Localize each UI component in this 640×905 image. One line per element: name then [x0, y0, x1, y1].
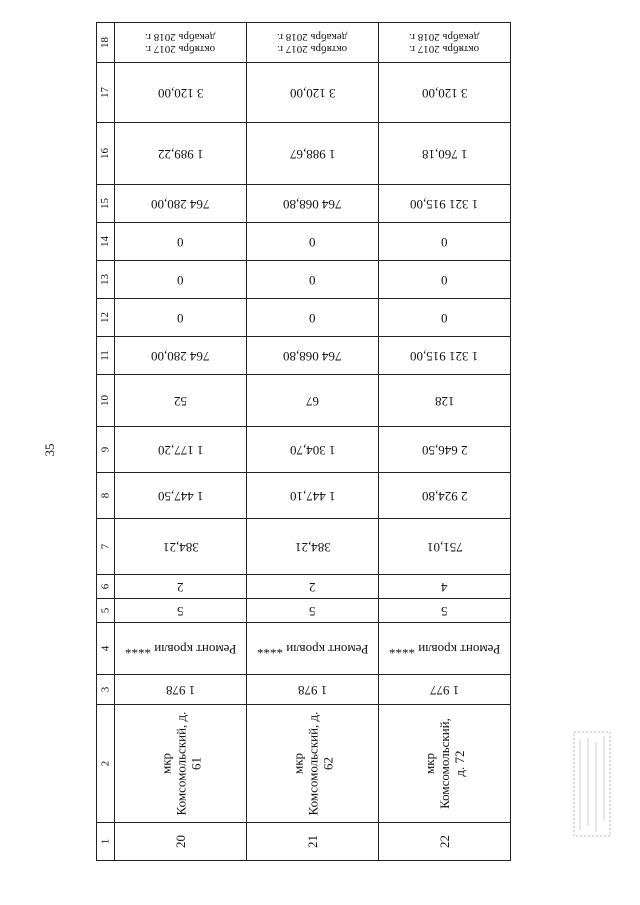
cell-content	[97, 641, 114, 656]
cell-content	[247, 539, 378, 555]
cell-content	[379, 393, 510, 409]
cell-content	[409, 31, 479, 55]
table-cell	[379, 375, 511, 427]
cell-text: 1 977	[429, 682, 460, 698]
cell-text: 5	[99, 607, 111, 614]
table-cell	[379, 823, 511, 861]
cell-text: 384,21	[162, 539, 199, 555]
cell-dates	[115, 23, 247, 63]
cell-content	[247, 310, 378, 326]
cell-content	[247, 146, 378, 162]
cell-content	[97, 146, 114, 161]
cell-text: декабрь 2018 г.	[277, 30, 348, 43]
table-cell	[379, 185, 511, 223]
table-cell	[247, 675, 379, 705]
table-cell	[379, 473, 511, 519]
cell-text: 1 978	[297, 682, 328, 698]
cell-text: 4	[441, 579, 448, 595]
table-cell	[115, 599, 247, 623]
table-row-col1	[97, 823, 511, 861]
cell-content	[247, 234, 378, 250]
cell-text: 11	[99, 350, 111, 361]
table-row-col8	[97, 473, 511, 519]
table-cell	[379, 705, 511, 823]
header-cell	[97, 823, 115, 861]
table-cell	[247, 123, 379, 185]
table-row-col17	[97, 63, 511, 123]
table-cell	[247, 299, 379, 337]
cell-content	[379, 682, 510, 698]
cell-content	[115, 146, 246, 162]
cell-content	[115, 234, 246, 250]
cell-content	[247, 711, 378, 816]
cell-text: 2	[309, 579, 316, 595]
cell-text: 14	[99, 236, 111, 247]
cell-text: 1 447,10	[289, 488, 336, 504]
header-cell	[97, 473, 115, 519]
cell-content	[379, 272, 510, 288]
cell-text: 3 120,00	[157, 85, 204, 101]
cell-content	[247, 31, 378, 55]
table-cell	[247, 337, 379, 375]
cell-content	[379, 718, 510, 809]
cell-text: 15	[99, 198, 111, 209]
cell-text: 8	[99, 492, 111, 499]
cell-text: 0	[177, 234, 184, 250]
cell-content	[379, 85, 510, 101]
header-cell	[97, 261, 115, 299]
cell-text: 0	[441, 310, 448, 326]
cell-content	[277, 31, 347, 55]
cell-text: октябрь 2017 г.	[409, 42, 480, 55]
cell-text: 5	[309, 603, 316, 619]
header-cell	[97, 623, 115, 675]
cell-text: 5	[441, 603, 448, 619]
cell-content	[115, 603, 246, 619]
cell-text: 1 321 915,00	[410, 196, 479, 212]
table-row-col18	[97, 23, 511, 63]
cell-text: 6	[99, 583, 111, 590]
cell-content	[247, 442, 378, 458]
table-cell	[247, 375, 379, 427]
cell-content	[247, 641, 378, 657]
cell-text: 1 447,50	[157, 488, 204, 504]
header-cell	[97, 675, 115, 705]
cell-text: 1 177,20	[157, 442, 204, 458]
table-row-col13	[97, 261, 511, 299]
cell-text: 2	[177, 579, 184, 595]
cell-text: 0	[177, 310, 184, 326]
cell-text: 4	[99, 645, 111, 652]
table-row-col7	[97, 519, 511, 575]
table-cell	[379, 519, 511, 575]
cell-text: 0	[177, 272, 184, 288]
cell-text: 2 646,50	[421, 442, 468, 458]
table-cell	[379, 599, 511, 623]
cell-content	[379, 348, 510, 364]
cell-text: 764 068,80	[283, 196, 342, 212]
header-cell	[97, 185, 115, 223]
table-cell	[247, 427, 379, 473]
header-cell	[97, 299, 115, 337]
cell-text: 10	[99, 395, 111, 406]
cell-content	[290, 712, 335, 816]
cell-content	[247, 348, 378, 364]
cell-content	[247, 393, 378, 409]
cell-content	[115, 31, 246, 55]
table-cell	[115, 299, 247, 337]
cell-text: 9	[99, 446, 111, 453]
cell-text: 22	[437, 835, 452, 848]
table-row-col2	[97, 705, 511, 823]
table-row-col5	[97, 599, 511, 623]
header-cell	[97, 223, 115, 261]
cell-content	[115, 393, 246, 409]
cell-text: 0	[441, 272, 448, 288]
header-cell	[97, 337, 115, 375]
cell-content	[379, 579, 510, 595]
cell-content	[379, 234, 510, 250]
header-cell	[97, 23, 115, 63]
cell-text: 0	[441, 234, 448, 250]
table-row-col4	[97, 623, 511, 675]
table-cell	[247, 473, 379, 519]
cell-content	[422, 718, 467, 809]
cell-content	[115, 539, 246, 555]
cell-content	[247, 682, 378, 698]
table-row-col3	[97, 675, 511, 705]
table-cell	[115, 223, 247, 261]
cell-text: 0	[309, 310, 316, 326]
table-cell	[115, 473, 247, 519]
cell-text: 5	[177, 603, 184, 619]
cell-content	[379, 641, 510, 657]
cell-text: 764 280,00	[151, 196, 210, 212]
cell-content	[97, 348, 114, 363]
cell-text: Ремонт кровли ****	[256, 641, 369, 657]
table-row-col16	[97, 123, 511, 185]
cell-content	[97, 85, 114, 100]
table-cell	[115, 185, 247, 223]
cell-content	[97, 603, 114, 618]
cell-content	[115, 442, 246, 458]
cell-text: 2 924,80	[421, 488, 468, 504]
cell-text: октябрь 2017 г.	[145, 42, 216, 55]
cell-text: 1	[99, 838, 111, 845]
table-cell	[247, 575, 379, 599]
table-row-col12	[97, 299, 511, 337]
cell-text: 13	[99, 274, 111, 285]
table-row-col14	[97, 223, 511, 261]
table-cell	[115, 261, 247, 299]
cell-content	[379, 488, 510, 504]
cell-content	[379, 310, 510, 326]
table-row-col11	[97, 337, 511, 375]
cell-text: 18	[99, 37, 111, 48]
cell-content	[115, 834, 246, 849]
header-cell	[97, 519, 115, 575]
cell-content	[97, 539, 114, 554]
cell-content	[97, 756, 114, 771]
cell-content	[158, 712, 203, 816]
cell-text: 1 760,18	[421, 146, 468, 162]
cell-text: 0	[309, 234, 316, 250]
table-row-col9	[97, 427, 511, 473]
cell-content	[97, 35, 114, 50]
cell-content	[379, 196, 510, 212]
cell-text: Ремонт кровли ****	[124, 641, 237, 657]
cell-text: 1 989,22	[157, 146, 204, 162]
table-cell	[115, 823, 247, 861]
cell-content	[379, 834, 510, 849]
cell-content	[379, 442, 510, 458]
cell-text: мкр	[158, 752, 173, 775]
cell-content	[247, 272, 378, 288]
table-cell	[115, 123, 247, 185]
cell-content	[97, 272, 114, 287]
table-cell	[247, 185, 379, 223]
header-cell	[97, 575, 115, 599]
cell-text: Ремонт кровли ****	[388, 641, 501, 657]
table-cell	[247, 705, 379, 823]
cell-content	[247, 834, 378, 849]
table-row-col6	[97, 575, 511, 599]
cell-content	[97, 488, 114, 503]
cell-content	[379, 539, 510, 555]
table-row-col15	[97, 185, 511, 223]
cell-content	[247, 196, 378, 212]
cell-text: октябрь 2017 г.	[277, 42, 348, 55]
cell-content	[97, 393, 114, 408]
cell-content	[97, 442, 114, 457]
page-number: 35	[42, 443, 57, 457]
table-cell	[247, 823, 379, 861]
cell-content	[145, 31, 215, 55]
table-cell	[115, 623, 247, 675]
table-cell	[115, 63, 247, 123]
cell-text: 751,01	[426, 539, 463, 555]
header-cell	[97, 123, 115, 185]
cell-content	[97, 196, 114, 211]
cell-text: мкр	[422, 752, 437, 775]
cell-text: д. 72	[452, 750, 467, 777]
cell-text: 52	[174, 393, 187, 409]
table-cell	[379, 223, 511, 261]
table-cell	[379, 337, 511, 375]
cell-text: Комсомольский,	[437, 718, 452, 809]
header-cell	[97, 375, 115, 427]
cell-content	[97, 682, 114, 697]
table-cell	[247, 623, 379, 675]
cell-text: 3	[99, 686, 111, 693]
cell-text: 7	[99, 543, 111, 550]
cell-content	[379, 603, 510, 619]
cell-content	[247, 488, 378, 504]
table-cell	[379, 123, 511, 185]
table-cell	[115, 675, 247, 705]
table-cell	[379, 675, 511, 705]
cell-text: 17	[99, 87, 111, 98]
cell-text: 20	[173, 835, 188, 848]
table-cell	[247, 261, 379, 299]
table-cell	[247, 519, 379, 575]
header-cell	[97, 705, 115, 823]
cell-content	[115, 682, 246, 698]
cell-text: 61	[188, 757, 203, 770]
table-cell	[379, 575, 511, 599]
header-cell	[97, 63, 115, 123]
cell-content	[115, 85, 246, 101]
table-cell	[379, 299, 511, 337]
table-cell	[379, 261, 511, 299]
cell-content	[115, 711, 246, 816]
cell-content	[97, 834, 114, 849]
cell-text: 128	[434, 393, 455, 409]
header-cell	[97, 427, 115, 473]
table-row-col10	[97, 375, 511, 427]
cell-content	[97, 234, 114, 249]
cell-text: 1 988,67	[289, 146, 336, 162]
cell-text: 1 978	[165, 682, 196, 698]
cell-text: Комсомольский, д.	[305, 711, 320, 816]
cell-text: 1 321 915,00	[410, 348, 479, 364]
cell-text: 764 280,00	[151, 348, 210, 364]
cell-content	[115, 488, 246, 504]
cell-content	[115, 641, 246, 657]
table-cell	[115, 575, 247, 599]
table-cell	[115, 375, 247, 427]
cell-text: 2	[99, 760, 111, 767]
cell-content	[97, 579, 114, 594]
cell-dates	[247, 23, 379, 63]
cell-text: 3 120,00	[289, 85, 336, 101]
header-cell	[97, 599, 115, 623]
cell-text: 21	[305, 835, 320, 848]
cell-dates	[379, 23, 511, 63]
cell-text: декабрь 2018 г.	[145, 30, 216, 43]
cell-content	[115, 272, 246, 288]
cell-text: 764 068,80	[283, 348, 342, 364]
cell-text: 1 304,70	[289, 442, 336, 458]
cell-content	[247, 85, 378, 101]
table-cell	[115, 705, 247, 823]
cell-text: 3 120,00	[421, 85, 468, 101]
table-cell	[115, 337, 247, 375]
data-table	[96, 22, 511, 861]
cell-content	[115, 579, 246, 595]
cell-text: 62	[320, 757, 335, 770]
cell-content	[115, 310, 246, 326]
table-cell	[247, 63, 379, 123]
cell-content	[379, 146, 510, 162]
table-cell	[247, 223, 379, 261]
cell-text: 384,21	[294, 539, 331, 555]
cell-content	[247, 603, 378, 619]
cell-text: 67	[306, 393, 319, 409]
cell-text: 0	[309, 272, 316, 288]
table-cell	[115, 519, 247, 575]
cell-text: мкр	[290, 752, 305, 775]
cell-content	[379, 31, 510, 55]
cell-text: 16	[99, 148, 111, 159]
table-cell	[379, 427, 511, 473]
cell-content	[247, 579, 378, 595]
table-cell	[115, 427, 247, 473]
cell-content	[115, 348, 246, 364]
stamp-mark	[566, 730, 616, 840]
table-cell	[379, 623, 511, 675]
table-cell	[379, 63, 511, 123]
cell-content	[115, 196, 246, 212]
cell-content	[97, 310, 114, 325]
cell-text: 12	[99, 312, 111, 323]
table-cell	[247, 599, 379, 623]
cell-text: декабрь 2018 г.	[409, 30, 480, 43]
cell-text: Комсомольский, д.	[173, 711, 188, 816]
